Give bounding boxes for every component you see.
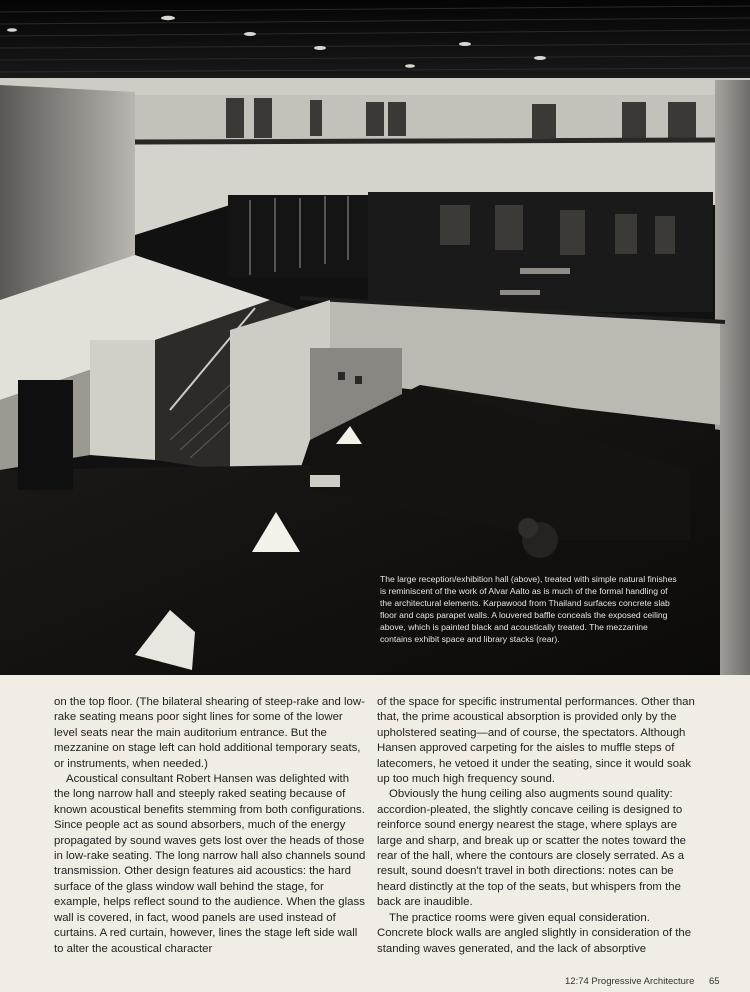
paragraph: The practice rooms were given equal consideration. Concrete block walls are angled slightly in consideration of the standing waves generated, and the lack of absorptive [377, 911, 692, 955]
issue-label: 12:74 Progressive Architecture [565, 976, 695, 987]
page-footer [565, 976, 720, 987]
photo-caption: The large reception/exhibition hall (above), treated with simple natural finishes is reminiscent of the work of Alvar Aalto as is much of the formal handling of the architectural elements. Karpawood from Thailand surfaces concrete slab floor and caps parapet walls. A louvered baffle conceals the exposed ceiling above, which is painted black and acoustically treated. The mezzanine contains exhibit space and library stacks (rear). [380, 574, 677, 644]
paragraph: on the top floor. (The bilateral shearing of steep-rake and low-rake seating means poor sight lines for some of the lower level seats near the main auditorium entrance. But the mezzanine on stage left can hold additional temporary seats, or instruments, when needed.) [54, 696, 365, 770]
paragraph: Acoustical consultant Robert Hansen was delighted with the long narrow hall and steeply raked seating because of known acoustical benefits stemming from both configurations. Since people act as sound absorbers, much of the energy propagated by sound waves gets lost over the heads of those in low-rake seating. The long narrow hall also channels sound transmission. Other design features aid acoustics: the hard surface of the glass window wall behind the stage, for example, helps reflect sound to the audience. When the glass wall is covered, in fact, wood panels are used instead of curtains. A red curtain, however, lines the stage left side wall to alter the acoustical character [54, 773, 366, 955]
paragraph: of the space for specific instrumental performances. Other than that, the prime acoustical absorption is provided only by the upholstered seating—and of course, the spectators. Although Hansen approved carpeting for the aisles to muffle steps of latecomers, he vetoed it under the seating, since it would soak up too much high frequency sound. [377, 696, 695, 786]
article-column-right [377, 695, 695, 957]
page-number: 65 [709, 976, 720, 987]
article-column-left [54, 695, 366, 957]
paragraph: Obviously the hung ceiling also augments sound quality: accordion-pleated, the slightly concave ceiling is designed to reinforce sound energy nearest the stage, where splays are large and sharp, and break up or scatter the notes toward the rear of the hall, where the contours are closely serrated. As a result, sound doesn't travel in both directions: notes can be heard distinctly at the top of the seats, but whispers from the back are inaudible. [377, 788, 687, 909]
